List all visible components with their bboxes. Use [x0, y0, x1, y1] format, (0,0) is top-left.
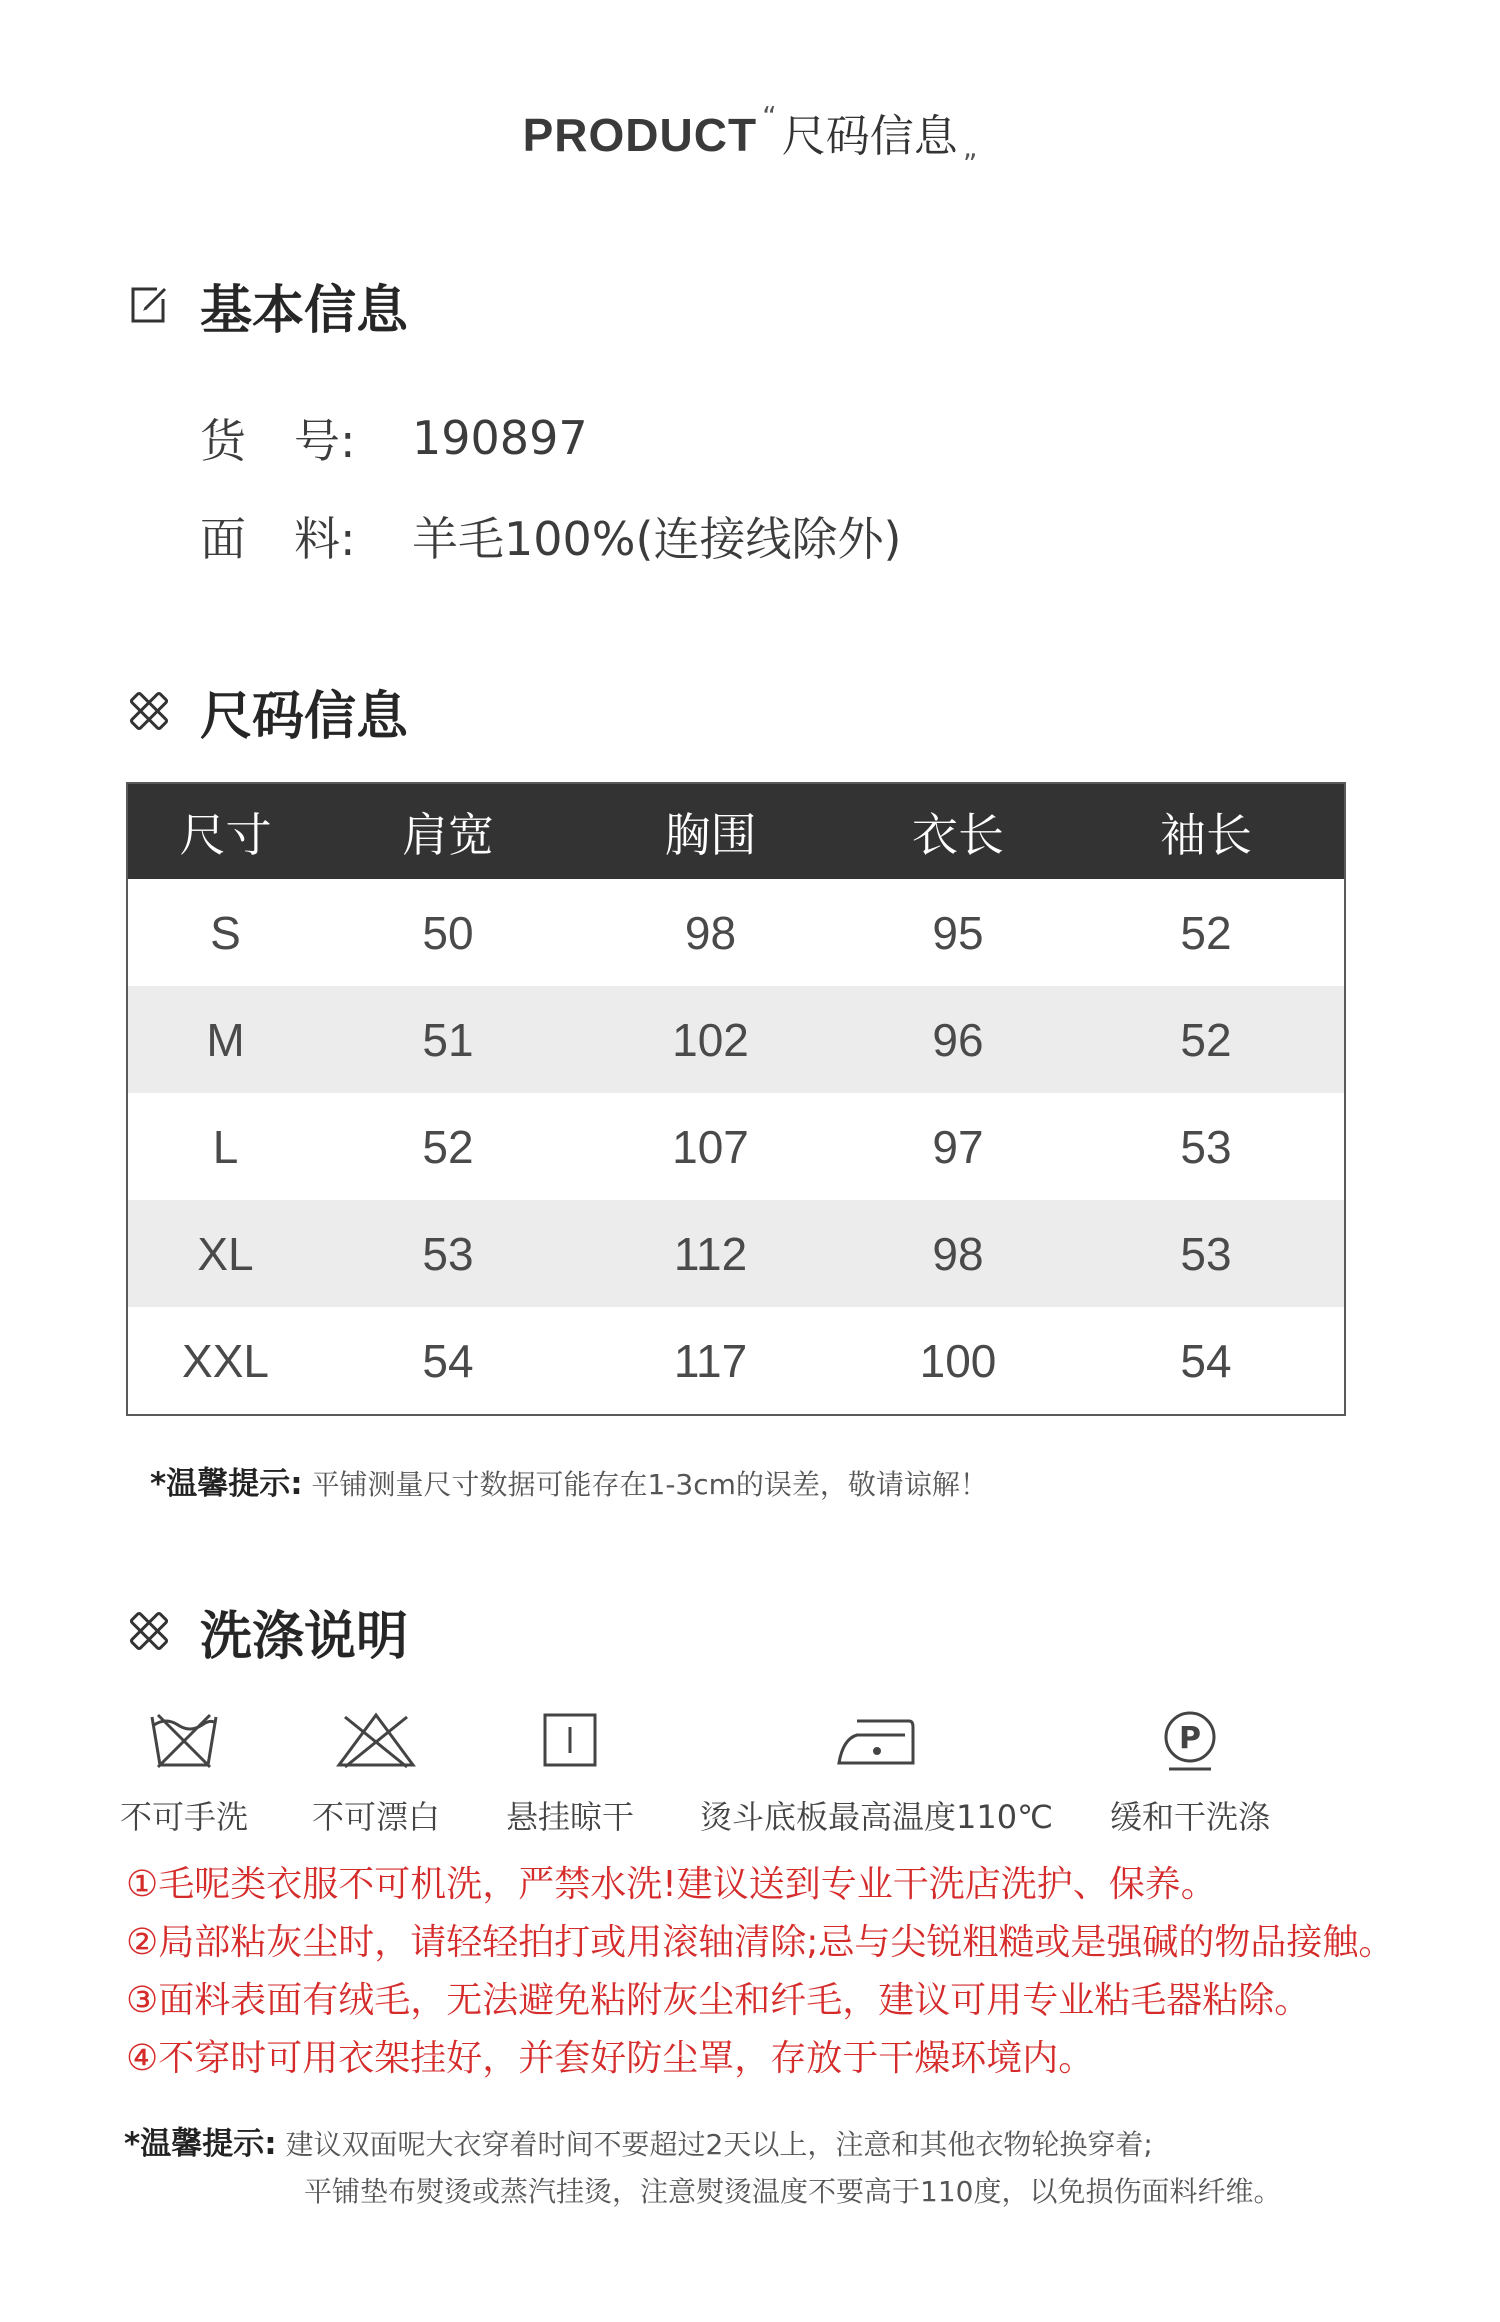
article-label: 货 号: [200, 414, 356, 468]
article-value: 190897 [412, 411, 588, 465]
size-table-header [128, 784, 1344, 879]
table-cell: 53 [1180, 1227, 1232, 1280]
table-cell: 50 [422, 906, 474, 959]
table-cell: 53 [422, 1227, 474, 1280]
table-cell: 96 [932, 1013, 984, 1066]
table-cell: 52 [422, 1120, 474, 1173]
table-cell: XXL [182, 1334, 269, 1387]
care-instruction: ②局部粘灰尘时，请轻轻拍打或用滚轴清除;忌与尖锐粗糙或是强碱的物品接触。 [126, 1922, 1395, 1963]
table-cell: 54 [422, 1334, 474, 1387]
table-cell: 117 [673, 1334, 748, 1387]
hang-dry-icon [535, 1700, 605, 1780]
table-row [128, 986, 1344, 1093]
header-close-quote: „ [962, 131, 978, 164]
size-tip [150, 1458, 988, 1503]
table-cell: 52 [1180, 1013, 1232, 1066]
ruler-pencil-icon [124, 686, 174, 736]
no-hand-wash-icon [144, 1700, 224, 1780]
header-cn: 尺码信息 [781, 111, 958, 162]
table-cell: 95 [932, 906, 984, 959]
svg-text:P: P [1179, 1721, 1201, 1756]
table-cell: XL [197, 1227, 254, 1280]
ruler-pencil-icon [124, 1606, 174, 1656]
header-shoulder: 肩宽 [402, 807, 494, 862]
wash-item [1110, 1700, 1270, 1838]
care-instruction: ④不穿时可用衣架挂好，并套好防尘罩，存放于干燥环境内。 [126, 2038, 1095, 2079]
table-cell: 54 [1180, 1334, 1232, 1387]
gentle-dry-clean-icon [1155, 1700, 1225, 1780]
table-cell: 53 [1180, 1120, 1232, 1173]
wash-tip-label: *温馨提示: [124, 2126, 277, 2162]
table-cell: 112 [673, 1227, 748, 1280]
wash-label: 缓和干洗涤 [1110, 1798, 1271, 1836]
size-tip-text: 平铺测量尺寸数据可能存在1-3cm的误差，敬请谅解！ [311, 1468, 988, 1501]
header-size: 尺寸 [179, 807, 272, 862]
wash-item [312, 1700, 440, 1838]
care-instruction: ①毛呢类衣服不可机洗，严禁水洗!建议送到专业干洗店洗护、保养。 [126, 1864, 1217, 1905]
table-cell: 98 [684, 906, 737, 959]
table-row [128, 1093, 1344, 1200]
fabric-value: 羊毛100%(连接线除外) [412, 512, 902, 566]
size-info-title: 尺码信息 [200, 686, 409, 747]
page-header [0, 100, 1500, 164]
size-table [126, 782, 1346, 1416]
wash-item [120, 1700, 248, 1838]
article-number-row [200, 408, 588, 468]
table-cell: 107 [672, 1120, 749, 1173]
table-row [128, 1307, 1344, 1414]
iron-icon [827, 1700, 927, 1780]
wash-label: 悬挂晾干 [506, 1798, 635, 1836]
table-cell: 52 [1180, 906, 1232, 959]
table-cell: 51 [422, 1013, 474, 1066]
header-length: 衣长 [912, 807, 1004, 862]
size-info-heading [124, 676, 408, 746]
basic-info-title: 基本信息 [200, 280, 409, 341]
wash-info-heading [124, 1596, 408, 1666]
table-cell: S [210, 906, 241, 959]
table-cell: 100 [919, 1334, 997, 1387]
wash-item [700, 1700, 1053, 1838]
size-tip-label: *温馨提示: [150, 1466, 303, 1502]
table-row [128, 879, 1344, 986]
header-chest: 胸围 [664, 807, 757, 862]
fabric-row [200, 506, 901, 566]
wash-tip-line2: 平铺垫布熨烫或蒸汽挂烫，注意熨烫温度不要高于110度，以免损伤面料纤维。 [304, 2175, 1282, 2208]
wash-label: 不可漂白 [312, 1798, 441, 1836]
table-cell: M [206, 1013, 245, 1066]
header-sleeve: 袖长 [1160, 807, 1252, 862]
wash-info-title: 洗涤说明 [200, 1606, 409, 1667]
wash-item [506, 1700, 634, 1838]
header-open-quote: “ [762, 100, 777, 133]
fabric-label: 面 料: [200, 512, 356, 566]
table-cell: L [212, 1120, 239, 1173]
table-row [128, 1200, 1344, 1307]
wash-tip [124, 2118, 1153, 2163]
no-bleach-icon [331, 1700, 421, 1780]
wash-label: 不可手洗 [120, 1798, 249, 1836]
header-en: PRODUCT [522, 109, 758, 161]
table-cell: 97 [932, 1120, 984, 1173]
basic-info-heading [124, 270, 408, 340]
wash-label: 烫斗底板最高温度110℃ [700, 1798, 1054, 1836]
edit-icon [124, 280, 174, 330]
care-instruction: ③面料表面有绒毛，无法避免粘附灰尘和纤毛，建议可用专业粘毛器粘除。 [126, 1980, 1311, 2021]
wash-tip-line1: 建议双面呢大衣穿着时间不要超过2天以上，注意和其他衣物轮换穿着; [285, 2128, 1153, 2161]
table-cell: 102 [672, 1013, 749, 1066]
table-cell: 98 [932, 1227, 984, 1280]
